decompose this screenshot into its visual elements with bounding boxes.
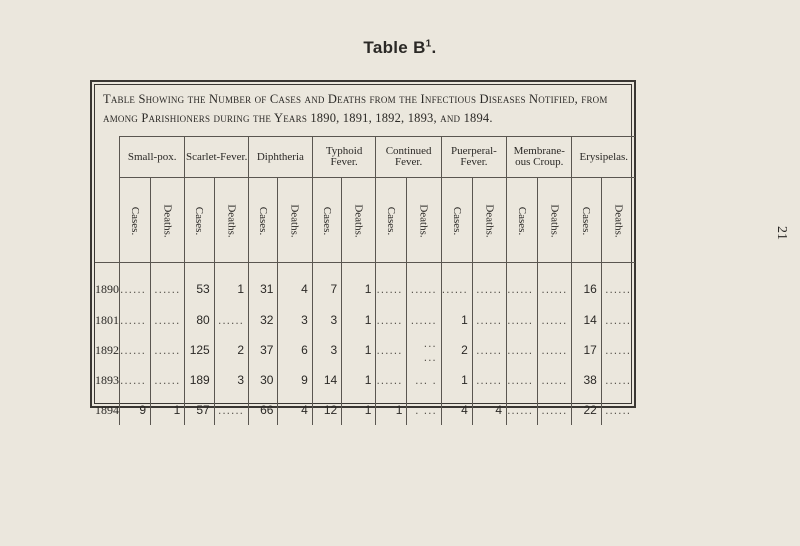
data-cell: 1 [342,395,376,425]
table-body [95,263,635,426]
subheader-deaths: Deaths. [278,178,312,263]
data-cell: 9 [278,365,312,395]
subheader-deaths: Deaths. [151,178,185,263]
data-cell: ...... [151,335,185,365]
data-cell: ...... [507,395,538,425]
data-cell: 17 [572,335,601,365]
year-cell: 1801 [95,312,119,327]
group-header-small-pox: Small-pox. [120,137,185,178]
data-cell: ...... [538,263,572,306]
data-cell: 31 [249,263,278,306]
data-cell: 1 [342,365,376,395]
subheader-cases: Cases. [120,178,151,263]
data-cell: 38 [572,365,601,395]
data-cell: ...... [214,395,248,425]
data-cell: 4 [278,395,312,425]
data-cell: ...... [601,395,635,425]
data-cell: ...... [472,263,506,306]
data-cell: ...... [507,335,538,365]
data-cell: 2 [441,335,472,365]
table-heading [0,38,800,58]
data-cell: ...... [538,395,572,425]
subheader-cases: Cases. [312,178,341,263]
data-cell: ...... [538,305,572,335]
data-cell: 2 [214,335,248,365]
table-title: Table B [363,38,426,57]
data-cell: 1 [151,395,185,425]
subheader-deaths: Deaths. [538,178,572,263]
table-row [95,395,635,425]
year-cell: 1893 [95,372,119,387]
data-cell: 14 [572,305,601,335]
data-cell: ...... [601,335,635,365]
subheader-deaths: Deaths. [407,178,441,263]
year-cell: 1890 [95,281,119,296]
data-cell: . ... [407,395,441,425]
data-cell: 80 [185,305,214,335]
data-cell: 3 [278,305,312,335]
data-cell: ...... [601,305,635,335]
data-cell: 57 [185,395,214,425]
group-header-row [95,137,635,178]
data-cell: 4 [278,263,312,306]
subheader-cases: Cases. [572,178,601,263]
group-header-typhoid-fever: Typhoid Fever. [312,137,376,178]
data-cell: 4 [441,395,472,425]
page-number: 21 [774,226,789,240]
table-row [95,305,635,335]
data-cell: 32 [249,305,278,335]
data-cell: 3 [312,335,341,365]
data-cell: 189 [185,365,214,395]
data-cell: ...... [151,365,185,395]
data-cell: 3 [312,305,341,335]
data-cell: ... . [407,365,441,395]
data-cell: 53 [185,263,214,306]
data-cell: 37 [249,335,278,365]
data-cell: ...... [151,263,185,306]
data-cell: 22 [572,395,601,425]
data-cell: ...... [120,305,151,335]
data-cell: ...... [472,365,506,395]
group-header-scarlet-fever: Scarlet-Fever. [185,137,249,178]
year-header [95,137,120,178]
data-cell: 1 [342,263,376,306]
group-header-membraneous-croup: Membrane-ous Croup. [507,137,572,178]
sub-header-row [95,178,635,263]
group-header-continued-fever: Continued Fever. [376,137,441,178]
data-cell: ...... [601,263,635,306]
data-cell: 4 [472,395,506,425]
table-row [95,263,635,306]
data-cell: 16 [572,263,601,306]
table-row [95,335,635,365]
data-cell: 30 [249,365,278,395]
group-header-diphtheria: Diphtheria [249,137,313,178]
data-cell: ...... [538,365,572,395]
subheader-cases: Cases. [185,178,214,263]
data-cell: ...... [601,365,635,395]
data-cell: ...... [120,335,151,365]
data-cell: ...... [120,365,151,395]
data-cell: ...... [507,263,538,306]
data-cell: ...... [507,365,538,395]
year-cell: 1894 [95,402,119,417]
subheader-deaths: Deaths. [601,178,635,263]
subheader-deaths: Deaths. [472,178,506,263]
data-cell: ...... [507,305,538,335]
data-cell: ...... [120,263,151,306]
data-cell: ...... [472,305,506,335]
data-cell: ...... [376,365,407,395]
disease-table [95,136,635,425]
data-cell: 9 [120,395,151,425]
data-cell: ...... [441,263,472,306]
data-cell: 1 [214,263,248,306]
data-cell: ...... [151,305,185,335]
data-cell: 1 [342,335,376,365]
table-caption: Table Showing the Number of Cases and Deaths from the Infectious Diseases Notified, from among Parishioners during the Years 1890, 1891, 1892, 1893, and 1894. [103,92,608,125]
data-cell: 3 [214,365,248,395]
data-cell: ...... [214,305,248,335]
data-cell: 1 [376,395,407,425]
data-cell: ...... [376,305,407,335]
data-cell: ... ... [407,335,441,365]
data-cell: 1 [441,305,472,335]
data-cell: ...... [376,263,407,306]
table-row [95,365,635,395]
data-cell: ...... [472,335,506,365]
subheader-cases: Cases. [249,178,278,263]
subheader-deaths: Deaths. [342,178,376,263]
group-header-puerperal-fever: Puerperal-Fever. [441,137,506,178]
subheader-deaths: Deaths. [214,178,248,263]
data-cell: 66 [249,395,278,425]
data-cell: 125 [185,335,214,365]
data-cell: 7 [312,263,341,306]
subheader-cases: Cases. [441,178,472,263]
table-title-superscript: 1 [425,38,432,50]
subheader-cases: Cases. [507,178,538,263]
data-cell: 1 [441,365,472,395]
subheader-cases: Cases. [376,178,407,263]
data-cell: ...... [538,335,572,365]
group-header-erysipelas: Erysipelas. [572,137,635,178]
data-cell: ...... [407,263,441,306]
year-cell: 1892 [95,342,119,357]
data-cell: 6 [278,335,312,365]
data-cell: 14 [312,365,341,395]
data-cell: ...... [376,335,407,365]
table-title-period: . [431,38,437,57]
data-cell: ...... [407,305,441,335]
year-subheader [95,178,120,263]
data-cell: 12 [312,395,341,425]
data-cell: 1 [342,305,376,335]
